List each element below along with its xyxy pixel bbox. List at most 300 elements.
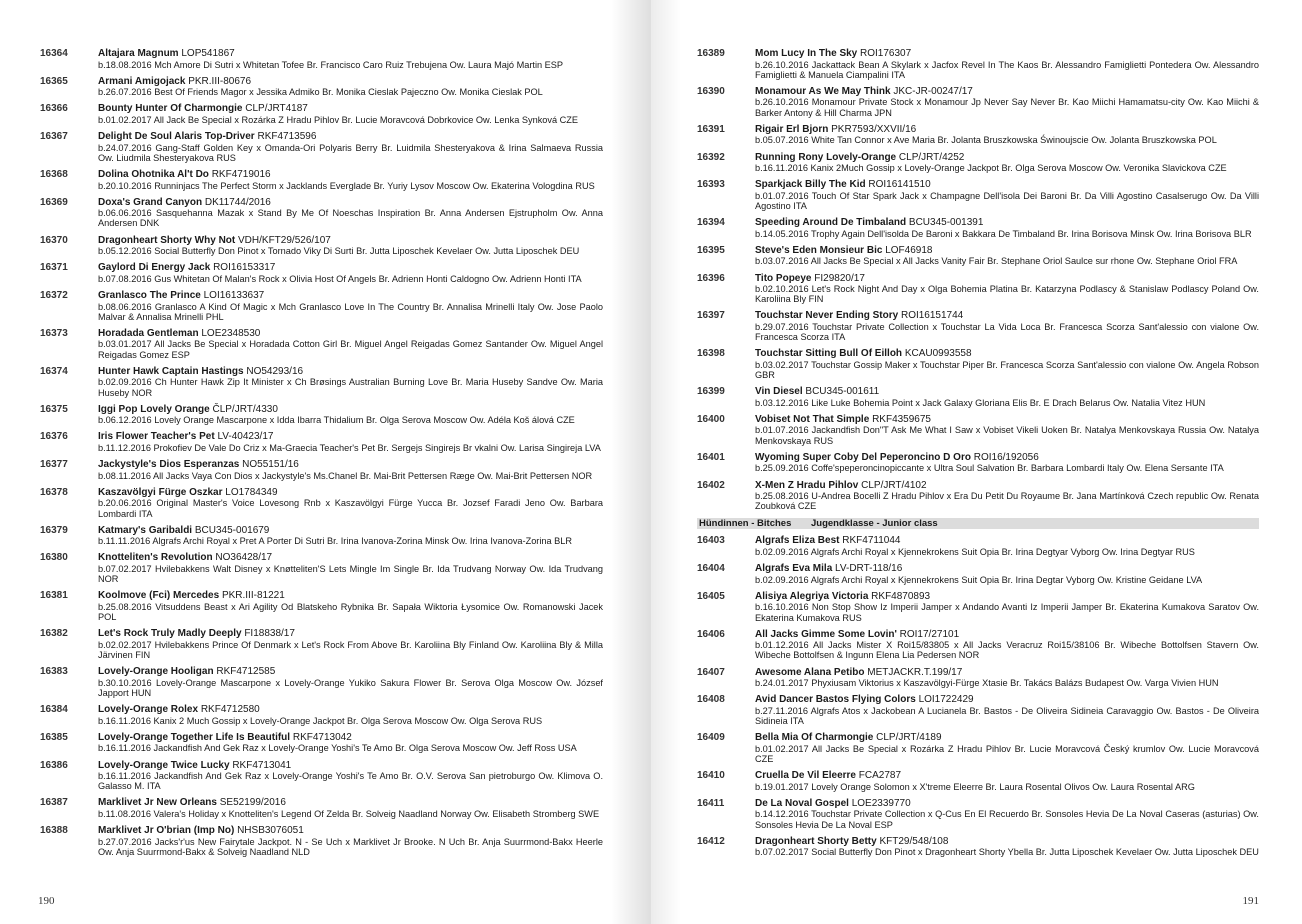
- dog-name: Awesome Alana Petibo: [755, 666, 865, 678]
- entry-body: [755, 274, 1259, 305]
- entry-title-line: [755, 592, 1259, 603]
- catalog-entry: [40, 263, 603, 284]
- entry-number: 16375: [40, 403, 68, 415]
- catalog-entry: [697, 771, 1259, 792]
- entry-title-line: [755, 733, 1259, 744]
- dog-name: Iggi Pop Lovely Orange: [98, 403, 210, 415]
- entry-details: b.29.07.2016 Touchstar Private Collection x Touchstar La Vida Loca Br. Francesca Scorza Sant'alessio con vialone Ow. Francesca Scorza ITA: [755, 321, 1259, 343]
- entry-title-line: [755, 453, 1259, 464]
- entry-body: [755, 415, 1259, 446]
- catalog-entry: [697, 218, 1259, 239]
- entry-number: 16387: [40, 797, 68, 809]
- entry-details: b.08.06.2016 Granlasco A Kind Of Magic x Mch Granlasco Love In The Country Br. Annalisa Mrinelli Italy Ow. Jose Paolo Malvar & Annalisa Mrinelli PHL: [98, 301, 603, 322]
- registration-number: CLP/JRT/4102: [861, 479, 927, 491]
- registration-number: RKF4870893: [871, 590, 931, 602]
- registration-number: LV-40423/17: [217, 431, 274, 443]
- entry-title-line: [98, 263, 603, 274]
- dog-name: Dragonheart Shorty Why Not: [98, 234, 236, 246]
- entry-body: [98, 761, 603, 792]
- catalog-entry: [697, 592, 1259, 623]
- entry-title-line: [755, 349, 1259, 360]
- page-number-right: 191: [1242, 895, 1259, 907]
- dog-name: Hunter Hawk Captain Hastings: [98, 365, 244, 377]
- catalog-entry: [40, 488, 603, 519]
- dog-name: Iris Flower Teacher's Pet: [98, 431, 215, 443]
- entry-number: 16368: [40, 169, 68, 181]
- entry-details: b.03.01.2017 All Jacks Be Special x Horadada Cotton Girl Br. Miguel Angel Reigadas Gomez Santander Ow. Miguel Angel Reigadas Gomez ESP: [98, 339, 603, 360]
- entry-details: b.16.11.2016 Kanix 2Much Gossip x Lovely-Orange Jackpot Br. Olga Serova Moscow Ow. Veronika Slavickova CZE: [755, 163, 1227, 174]
- entry-title-line: [755, 246, 1259, 257]
- catalog-entry: [697, 453, 1259, 474]
- entry-title-line: [755, 668, 1259, 679]
- dog-name: Touchstar Never Ending Story: [755, 310, 899, 322]
- entry-body: [98, 526, 603, 547]
- catalog-entry: [697, 799, 1259, 830]
- entry-body: [755, 153, 1259, 174]
- catalog-entry: [697, 125, 1259, 146]
- registration-number: RKF4712580: [200, 704, 260, 716]
- entry-title-line: [98, 629, 603, 640]
- registration-number: LOF46918: [885, 244, 933, 256]
- entry-number: 16394: [697, 217, 725, 229]
- entry-number: 16367: [40, 131, 68, 143]
- entry-details: b.30.10.2016 Lovely-Orange Mascarpone x Lovely-Orange Yukiko Sakura Flower Br. Serova Olga Moscow Ow. József Japport HUN: [98, 677, 603, 698]
- entry-details: b.16.10.2016 Non Stop Show Iz Imperii Jamper x Andando Avanti Iz Imperii Jamper Br. Ekaterina Kumakova Saratov Ow. Ekaterina Kumakova RUS: [755, 602, 1259, 623]
- registration-number: BCU345-001679: [194, 524, 270, 536]
- entry-title-line: [755, 180, 1259, 191]
- registration-number: VDH/KFT29/526/107: [238, 234, 331, 246]
- entry-title-line: [755, 415, 1259, 426]
- entry-details: b.01.02.2017 All Jack Be Special x Rozárka Z Hradu Pihlov Br. Lucie Moravcová Dobrkovice Ow. Lenka Synková CZE: [98, 114, 579, 125]
- section-header: [697, 518, 1259, 529]
- entry-number: 16373: [40, 327, 68, 339]
- dog-name: Granlasco The Prince: [98, 290, 201, 302]
- entry-details: b.06.12.2016 Lovely Orange Mascarpone x Idda Ibarra Thidalium Br. Olga Serova Moscow Ow. Adéla Koš álová CZE: [98, 415, 575, 426]
- entry-body: [98, 733, 603, 754]
- entry-body: [98, 553, 603, 584]
- entry-details: b.03.07.2016 All Jacks Be Special x All Jacks Vanity Fair Br. Stephane Oriol Saulce sur rhone Ow. Stephane Oriol FRA: [755, 256, 1238, 267]
- dog-name: All Jacks Gimme Some Lovin': [755, 628, 897, 640]
- catalog-entry: [697, 153, 1259, 174]
- entry-title-line: [98, 236, 603, 247]
- entry-body: [98, 198, 603, 229]
- entry-number: 16377: [40, 459, 68, 471]
- dog-name: Running Rony Lovely-Orange: [755, 151, 897, 163]
- registration-number: NHSB3076051: [237, 825, 304, 837]
- entry-body: [755, 453, 1259, 474]
- entry-title-line: [755, 311, 1259, 322]
- dog-name: Touchstar Sitting Bull Of Eilloh: [755, 348, 903, 360]
- entry-number: 16382: [40, 628, 68, 640]
- dog-name: Armani Amigojack: [98, 75, 186, 87]
- registration-number: LOI1722429: [918, 694, 974, 706]
- entry-number: 16388: [40, 825, 68, 837]
- catalog-entry: [40, 591, 603, 622]
- registration-number: DK11744/2016: [204, 196, 271, 208]
- entry-details: b.02.10.2016 Let's Rock Night And Day x Olga Bohemia Platina Br. Katarzyna Podlascy & Stanislaw Podlascy Poland Ow. Karoliina Bly FIN: [755, 284, 1259, 305]
- entry-body: [755, 349, 1259, 380]
- entry-details: b.16.11.2016 Kanix 2 Much Gossip x Lovely-Orange Jackpot Br. Olga Serova Moscow Ow. Olga Serova RUS: [98, 715, 543, 726]
- dog-name: Dolina Ohotnika Al't Do: [98, 169, 209, 181]
- entry-number: 16399: [697, 386, 725, 398]
- entry-title-line: [755, 536, 1259, 547]
- entry-body: [755, 218, 1259, 239]
- entry-number: 16398: [697, 348, 725, 360]
- dog-name: Bella Mia Of Charmongie: [755, 732, 874, 744]
- entry-title-line: [755, 695, 1259, 706]
- entry-body: [98, 367, 603, 398]
- entry-number: 16393: [697, 179, 725, 191]
- entry-number: 16409: [697, 732, 725, 744]
- catalog-entry: [40, 367, 603, 398]
- entry-body: [98, 667, 603, 698]
- catalog-entry: [40, 77, 603, 98]
- entry-number: 16371: [40, 262, 68, 274]
- entry-number: 16364: [40, 48, 68, 59]
- registration-number: ROI16153317: [213, 262, 276, 274]
- entry-details: b.16.11.2016 Jackandfish And Gek Raz x Lovely-Orange Yoshi's Te Amo Br. O.V. Serova San pietroburgo Ow. Klimova O. Galasso M. ITA: [98, 771, 603, 792]
- registration-number: CLP/JRT/4252: [898, 151, 965, 163]
- entry-title-line: [98, 667, 603, 678]
- entry-number: 16402: [697, 479, 725, 491]
- entry-details: b.07.02.2017 Hvilebakkens Walt Disney x Knøtteliten'S Lets Mingle Im Single Br. Ida Trudvang Norway Ow. Ida Trudvang NOR: [98, 563, 603, 585]
- entry-body: [98, 263, 603, 284]
- registration-number: LOE2348530: [201, 327, 261, 339]
- entry-details: b.14.12.2016 Touchstar Private Collection x Q-Cus En El Recuerdo Br. Sonsoles Hevia De La Noval Caseras (asturias) Ow. Sonsoles Hevia De La Noval ESP: [755, 809, 1259, 830]
- entry-details: b.02.09.2016 Algrafs Archi Royal x Kjennekrokens Suit Opia Br. Irina Degtar Vyborg Ow. Kristine Geidane LVA: [755, 574, 1203, 585]
- dog-name: Steve's Eden Monsieur Bic: [755, 244, 883, 256]
- entry-title-line: [98, 733, 603, 744]
- registration-number: PKR.III-81221: [221, 590, 285, 602]
- dog-name: Avid Dancer Bastos Flying Colors: [755, 694, 916, 706]
- entry-body: [98, 798, 603, 819]
- registration-number: RKF4712585: [216, 666, 276, 678]
- catalog-entry: [697, 668, 1259, 689]
- entry-body: [98, 329, 603, 360]
- entry-title-line: [98, 104, 603, 115]
- dog-name: Doxa's Grand Canyon: [98, 196, 203, 208]
- entry-body: [755, 695, 1259, 726]
- registration-number: LOI16133637: [203, 290, 265, 302]
- section-header-class: Jugendklasse - Junior class: [811, 518, 938, 530]
- entry-details: b.07.02.2017 Social Butterfly Don Pinot x Dragonheart Shorty Ybella Br. Jutta Liposchek Kevelaer Ow. Jutta Liposchek DEU: [755, 847, 1259, 858]
- entry-body: [755, 246, 1259, 267]
- entry-title-line: [98, 526, 603, 537]
- registration-number: RKF4359675: [872, 413, 931, 425]
- dog-name: Tito Popeye: [755, 272, 812, 284]
- gutter-shadow: [651, 0, 681, 924]
- entry-body: [755, 799, 1259, 830]
- entry-title-line: [98, 405, 603, 416]
- dog-name: De La Noval Gospel: [755, 797, 849, 809]
- entry-details: b.01.07.2016 Touch Of Star Spark Jack x Champagne Dell'isola Dei Baroni Br. Da Villi Agostino Casalserugo Ow. Da Villi Agostino ITA: [755, 190, 1259, 211]
- entry-number: 16397: [697, 310, 725, 322]
- dog-name: Kaszavölgyi Fürge Oszkar: [98, 486, 223, 498]
- entry-title-line: [755, 564, 1259, 575]
- section-header-sex: Hündinnen - Bitches: [699, 518, 792, 530]
- entry-details: b.19.01.2017 Lovely Orange Solomon x X'treme Eleerre Br. Laura Rosental Olivos Ow. Laura Rosental ARG: [755, 781, 1195, 792]
- entry-body: [98, 826, 603, 857]
- catalog-entry: [40, 432, 603, 453]
- entry-title-line: [755, 218, 1259, 229]
- entry-title-line: [755, 630, 1259, 641]
- registration-number: JKC-JR-00247/17: [893, 85, 973, 97]
- registration-number: LO1784349: [225, 486, 278, 498]
- entry-body: [98, 591, 603, 622]
- entry-details: b.08.11.2016 All Jacks Vaya Con Dios x Jackystyle's Ms.Chanel Br. Mai-Brit Pettersen Ræge Ow. Mai-Brit Pettersen NOR: [98, 470, 593, 481]
- entry-title-line: [755, 125, 1259, 136]
- entry-body: [98, 629, 603, 660]
- entry-body: [98, 77, 603, 98]
- entry-number: 16411: [697, 797, 725, 809]
- registration-number: METJACKR.T.199/17: [867, 666, 963, 678]
- entry-body: [755, 771, 1259, 792]
- entry-title-line: [98, 488, 603, 499]
- registration-number: LOP541867: [181, 48, 235, 59]
- entry-details: b.03.12.2016 Like Luke Bohemia Point x Jack Galaxy Gloriana Elis Br. E Drach Belarus Ow. Natalia Vitez HUN: [755, 397, 1206, 408]
- registration-number: PKR.III-80676: [188, 75, 252, 87]
- registration-number: RKF4713041: [232, 759, 292, 771]
- entry-details: b.01.02.2017 All Jacks Be Special x Rozárka Z Hradu Pihlov Br. Lucie Moravcová Český krumlov Ow. Lucie Moravcová CZE: [755, 743, 1259, 764]
- entry-details: b.05.07.2016 White Tan Connor x Ave Maria Br. Jolanta Bruszkowska Świnoujscie Ow. Jolanta Bruszkowska POL: [755, 135, 1217, 146]
- entry-title-line: [755, 771, 1259, 782]
- catalog-entry: [697, 415, 1259, 446]
- dog-name: Algrafs Eva Mila: [755, 563, 833, 575]
- entry-number: 16403: [697, 535, 725, 547]
- entry-details: b.26.10.2016 Monamour Private Stock x Monamour Jp Never Say Never Br. Kao Miichi Hamamatsu-city Ow. Kao Miichi & Barker Antony & Hill Charma JPN: [755, 97, 1259, 118]
- left-entry-list: [40, 49, 603, 864]
- entry-number: 16401: [697, 451, 725, 463]
- registration-number: BCU345-001391: [908, 217, 984, 229]
- dog-name: X-Men Z Hradu Pihlov: [755, 479, 859, 491]
- catalog-entry: [40, 526, 603, 547]
- entry-details: b.25.08.2016 U-Andrea Bocelli Z Hradu Pihlov x Era Du Petit Du Royaume Br. Jana Martínková Czech republic Ow. Renata Zoubková CZE: [755, 491, 1259, 512]
- entry-body: [98, 236, 603, 257]
- entry-title-line: [98, 705, 603, 716]
- dog-name: Monamour As We May Think: [755, 85, 891, 97]
- entry-number: 16386: [40, 759, 68, 771]
- entry-details: b.05.12.2016 Social Butterfly Don Pinot x Tornado Viky Di Surti Br. Jutta Liposchek Kevelaer Ow. Jutta Liposchek DEU: [98, 246, 580, 257]
- catalog-entry: [697, 246, 1259, 267]
- catalog-entry: [40, 460, 603, 481]
- entry-details: b.20.10.2016 Runninjacs The Perfect Storm x Jacklands Everglade Br. Yuriy Lysov Moscow Ow. Ekaterina Vologdina RUS: [98, 180, 595, 191]
- dog-name: Altajara Magnum: [98, 48, 179, 59]
- registration-number: BCU345-001611: [805, 386, 880, 398]
- dog-name: Dragonheart Shorty Betty: [755, 835, 877, 847]
- dog-name: Sparkjack Billy The Kid: [755, 179, 866, 191]
- entry-body: [98, 488, 603, 519]
- gutter-shadow: [611, 0, 651, 924]
- entry-number: 16404: [697, 563, 725, 575]
- entry-body: [755, 387, 1259, 408]
- entry-number: 16369: [40, 196, 68, 208]
- catalog-entry: [40, 329, 603, 360]
- catalog-entry: [40, 826, 603, 857]
- entry-body: [98, 405, 603, 426]
- entry-body: [755, 630, 1259, 661]
- entry-number: 16370: [40, 234, 68, 246]
- catalog-entry: [40, 170, 603, 191]
- registration-number: ROI16/192056: [973, 451, 1039, 463]
- entry-details: b.02.09.2016 Ch Hunter Hawk Zip It Minister x Ch Brøsings Australian Burning Love Br. Maria Huseby Sandve Ow. Maria Huseby NOR: [98, 377, 603, 398]
- entry-title-line: [98, 198, 603, 209]
- entry-title-line: [98, 826, 603, 837]
- entry-title-line: [755, 837, 1259, 848]
- catalog-entry: [697, 87, 1259, 118]
- registration-number: RKF4711044: [842, 535, 901, 547]
- dog-name: Rigair Erl Bjorn: [755, 123, 829, 135]
- catalog-entry: [40, 761, 603, 792]
- dog-name: Let's Rock Truly Madly Deeply: [98, 628, 242, 640]
- catalog-entry: [40, 198, 603, 229]
- entry-number: 16390: [697, 85, 725, 97]
- registration-number: ROI16151744: [900, 310, 964, 322]
- entry-details: b.24.07.2016 Gang-Staff Golden Key x Omanda-Ori Polyaris Berry Br. Luidmila Shesteryakova & Irina Salmaeva Russia Ow. Liudmila Shesteryakova RUS: [98, 142, 603, 163]
- entry-number: 16391: [697, 123, 725, 135]
- entry-title-line: [755, 799, 1259, 810]
- catalog-entry: [40, 667, 603, 698]
- catalog-entry: [40, 291, 603, 322]
- catalog-entry: [40, 553, 603, 584]
- catalog-entry: [697, 837, 1259, 858]
- entry-details: b.26.07.2016 Best Of Friends Magor x Jessika Admiko Br. Monika Cieslak Pajeczno Ow. Monika Cieslak POL: [98, 87, 543, 98]
- entry-title-line: [98, 553, 603, 564]
- registration-number: NO54293/16: [246, 365, 304, 377]
- entry-body: [755, 481, 1259, 512]
- entry-number: 16410: [697, 770, 725, 782]
- catalog-entry: [697, 564, 1259, 585]
- entry-title-line: [755, 49, 1259, 60]
- dog-name: Mom Lucy In The Sky: [755, 48, 858, 59]
- entry-body: [98, 49, 603, 70]
- registration-number: KCAU0993558: [904, 348, 972, 360]
- entry-title-line: [755, 481, 1259, 492]
- catalog-entry: [697, 481, 1259, 512]
- dog-name: Vobiset Not That Simple: [755, 413, 870, 425]
- dog-name: Delight De Soul Alaris Top-Driver: [98, 131, 255, 143]
- entry-number: 16384: [40, 704, 68, 716]
- entry-body: [98, 460, 603, 481]
- entry-title-line: [98, 329, 603, 340]
- dog-name: Knotteliten's Revolution: [98, 552, 213, 564]
- registration-number: ROI16141510: [868, 179, 931, 191]
- dog-name: Katmary's Garibaldi: [98, 524, 193, 536]
- dog-name: Lovely-Orange Rolex: [98, 704, 199, 716]
- entry-title-line: [755, 87, 1259, 98]
- entry-number: 16383: [40, 666, 68, 678]
- entry-number: 16374: [40, 365, 68, 377]
- catalog-entry: [697, 536, 1259, 557]
- entry-body: [98, 132, 603, 163]
- entry-title-line: [98, 432, 603, 443]
- entry-title-line: [98, 132, 603, 143]
- entry-number: 16408: [697, 694, 725, 706]
- entry-details: b.01.07.2016 Jackandfish Don"T Ask Me What I Saw x Vobiset Vikeli Uoken Br. Natalya Menkovskaya Russia Ow. Natalya Menkovskaya RUS: [755, 425, 1259, 446]
- entry-number: 16406: [697, 628, 725, 640]
- entry-title-line: [98, 291, 603, 302]
- entry-details: b.18.08.2016 Mch Amore Di Sutri x Whitetan Tofee Br. Francisco Caro Ruiz Trebujena Ow. Laura Majó Martin ESP: [98, 59, 564, 70]
- catalog-entry: [697, 311, 1259, 342]
- entry-body: [755, 311, 1259, 342]
- entry-body: [755, 564, 1259, 585]
- entry-title-line: [98, 170, 603, 181]
- entry-body: [755, 592, 1259, 623]
- entry-number: 16396: [697, 272, 725, 284]
- entry-details: b.01.12.2016 All Jacks Mister X Roi15/83805 x All Jacks Veracruz Roi15/38106 Br. Wibeche Bottolfsen Stavern Ow. Wibeche Bottolfsen & Ingunn Elena Lia Pedersen NOR: [755, 640, 1259, 661]
- entry-number: 16380: [40, 552, 68, 564]
- dog-name: Lovely-Orange Together Life Is Beautiful: [98, 731, 291, 743]
- entry-number: 16381: [40, 590, 68, 602]
- entry-number: 16376: [40, 431, 68, 443]
- entry-details: b.06.06.2016 Sasquehanna Mazak x Stand By Me Of Noeschas Inspiration Br. Anna Andersen Ejstrupholm Ow. Anna Andersen DNK: [98, 208, 603, 229]
- entry-body: [98, 705, 603, 726]
- dog-name: Marklivet Jr New Orleans: [98, 797, 217, 809]
- registration-number: NO55151/16: [242, 459, 299, 471]
- entry-title-line: [755, 387, 1259, 398]
- dog-name: Cruella De Vil Eleerre: [755, 770, 856, 782]
- entry-body: [755, 733, 1259, 764]
- registration-number: CLP/JRT4187: [245, 103, 308, 115]
- registration-number: RKF4713042: [292, 731, 352, 743]
- dog-name: Vin Diesel: [755, 386, 803, 398]
- entry-details: b.11.12.2016 Prokofiev De Vale Do Criz x Ma-Graecia Teacher's Pet Br. Sergejs Singirejs Br vkalni Ow. Larisa Singireja LVA: [98, 442, 601, 453]
- entry-title-line: [98, 460, 603, 471]
- entry-title-line: [755, 274, 1259, 285]
- entry-title-line: [98, 49, 603, 60]
- registration-number: ROI176307: [860, 48, 912, 59]
- registration-number: FI18838/17: [244, 628, 295, 640]
- dog-name: Horadada Gentleman: [98, 327, 199, 339]
- entry-number: 16389: [697, 48, 725, 59]
- catalog-entry: [697, 180, 1259, 211]
- entry-body: [755, 87, 1259, 118]
- dog-name: Algrafs Eliza Best: [755, 535, 840, 547]
- catalog-entry: [40, 132, 603, 163]
- entry-details: b.25.09.2016 Coffe'speperoncinopiccante x Ultra Soul Salvation Br. Barbara Lombardi Italy Ow. Elena Sersante ITA: [755, 463, 1224, 474]
- catalog-entry: [40, 733, 603, 754]
- catalog-entry: [697, 49, 1259, 80]
- dog-name: Koolmove (Fci) Mercedes: [98, 590, 220, 602]
- entry-body: [755, 125, 1259, 146]
- registration-number: PKR7593/XXVII/16: [831, 123, 917, 135]
- entry-number: 16412: [697, 835, 725, 847]
- entry-details: b.11.08.2016 Valera's Holiday x Knotteliten's Legend Of Zelda Br. Solveig Naadland Norway Ow. Elisabeth Stromberg SWE: [98, 808, 600, 819]
- catalog-entry: [697, 630, 1259, 661]
- entry-details: b.27.07.2016 Jacks'r'us New Fairytale Jackpot. N - Se Uch x Marklivet Jr Brooke. N Uch Br. Anja Suurrmond-Bakx Heerle Ow. Anja Suurrmond-Bakx & Solveig Naadland NLD: [98, 836, 603, 857]
- entry-title-line: [755, 153, 1259, 164]
- catalog-entry: [697, 274, 1259, 305]
- entry-number: 16392: [697, 151, 725, 163]
- entry-details: b.26.10.2016 Jackattack Bean A Skylark x Jacfox Revel In The Kaos Br. Alessandro Famiglietti Pontedera Ow. Alessandro Famiglietti & Manuela Ciampalini ITA: [755, 59, 1259, 80]
- entry-title-line: [98, 591, 603, 602]
- dog-name: Wyoming Super Coby Del Peperoncino D Oro: [755, 451, 971, 463]
- dog-name: Gaylord Di Energy Jack: [98, 262, 211, 274]
- entry-details: b.25.08.2016 Vitsuddens Beast x Ari Agility Od Blatskeho Rybnika Br. Sapała Wiktoria Łysomice Ow. Romanowski Jacek POL: [98, 601, 603, 623]
- right-entry-list: [697, 49, 1259, 865]
- page-number-left: 190: [38, 895, 55, 907]
- dog-name: Speeding Around De Timbaland: [755, 217, 907, 229]
- dog-name: Alisiya Alegriya Victoria: [755, 590, 869, 602]
- registration-number: LOE2339770: [851, 797, 911, 809]
- registration-number: ČLP/JRT/4330: [212, 403, 278, 415]
- catalog-entry: [40, 104, 603, 125]
- entry-details: b.27.11.2016 Algrafs Atos x Jackobean A Lucianela Br. Bastos - De Oliveira Sidineia Caravaggio Ow. Bastos - De Oliveira Sidineia ITA: [755, 705, 1259, 727]
- entry-details: b.02.09.2016 Algrafs Archi Royal x Kjennekrokens Suit Opia Br. Irina Degtyar Vyborg Ow. Irina Degtyar RUS: [755, 546, 1195, 557]
- registration-number: RKF4719016: [211, 169, 271, 181]
- entry-title-line: [98, 77, 603, 88]
- entry-details: b.02.02.2017 Hvilebakkens Prince Of Denmark x Let's Rock From Above Br. Karoliina Bly Finland Ow. Karoliina Bly & Milla Järvinen FIN: [98, 639, 603, 660]
- entry-number: 16372: [40, 290, 68, 302]
